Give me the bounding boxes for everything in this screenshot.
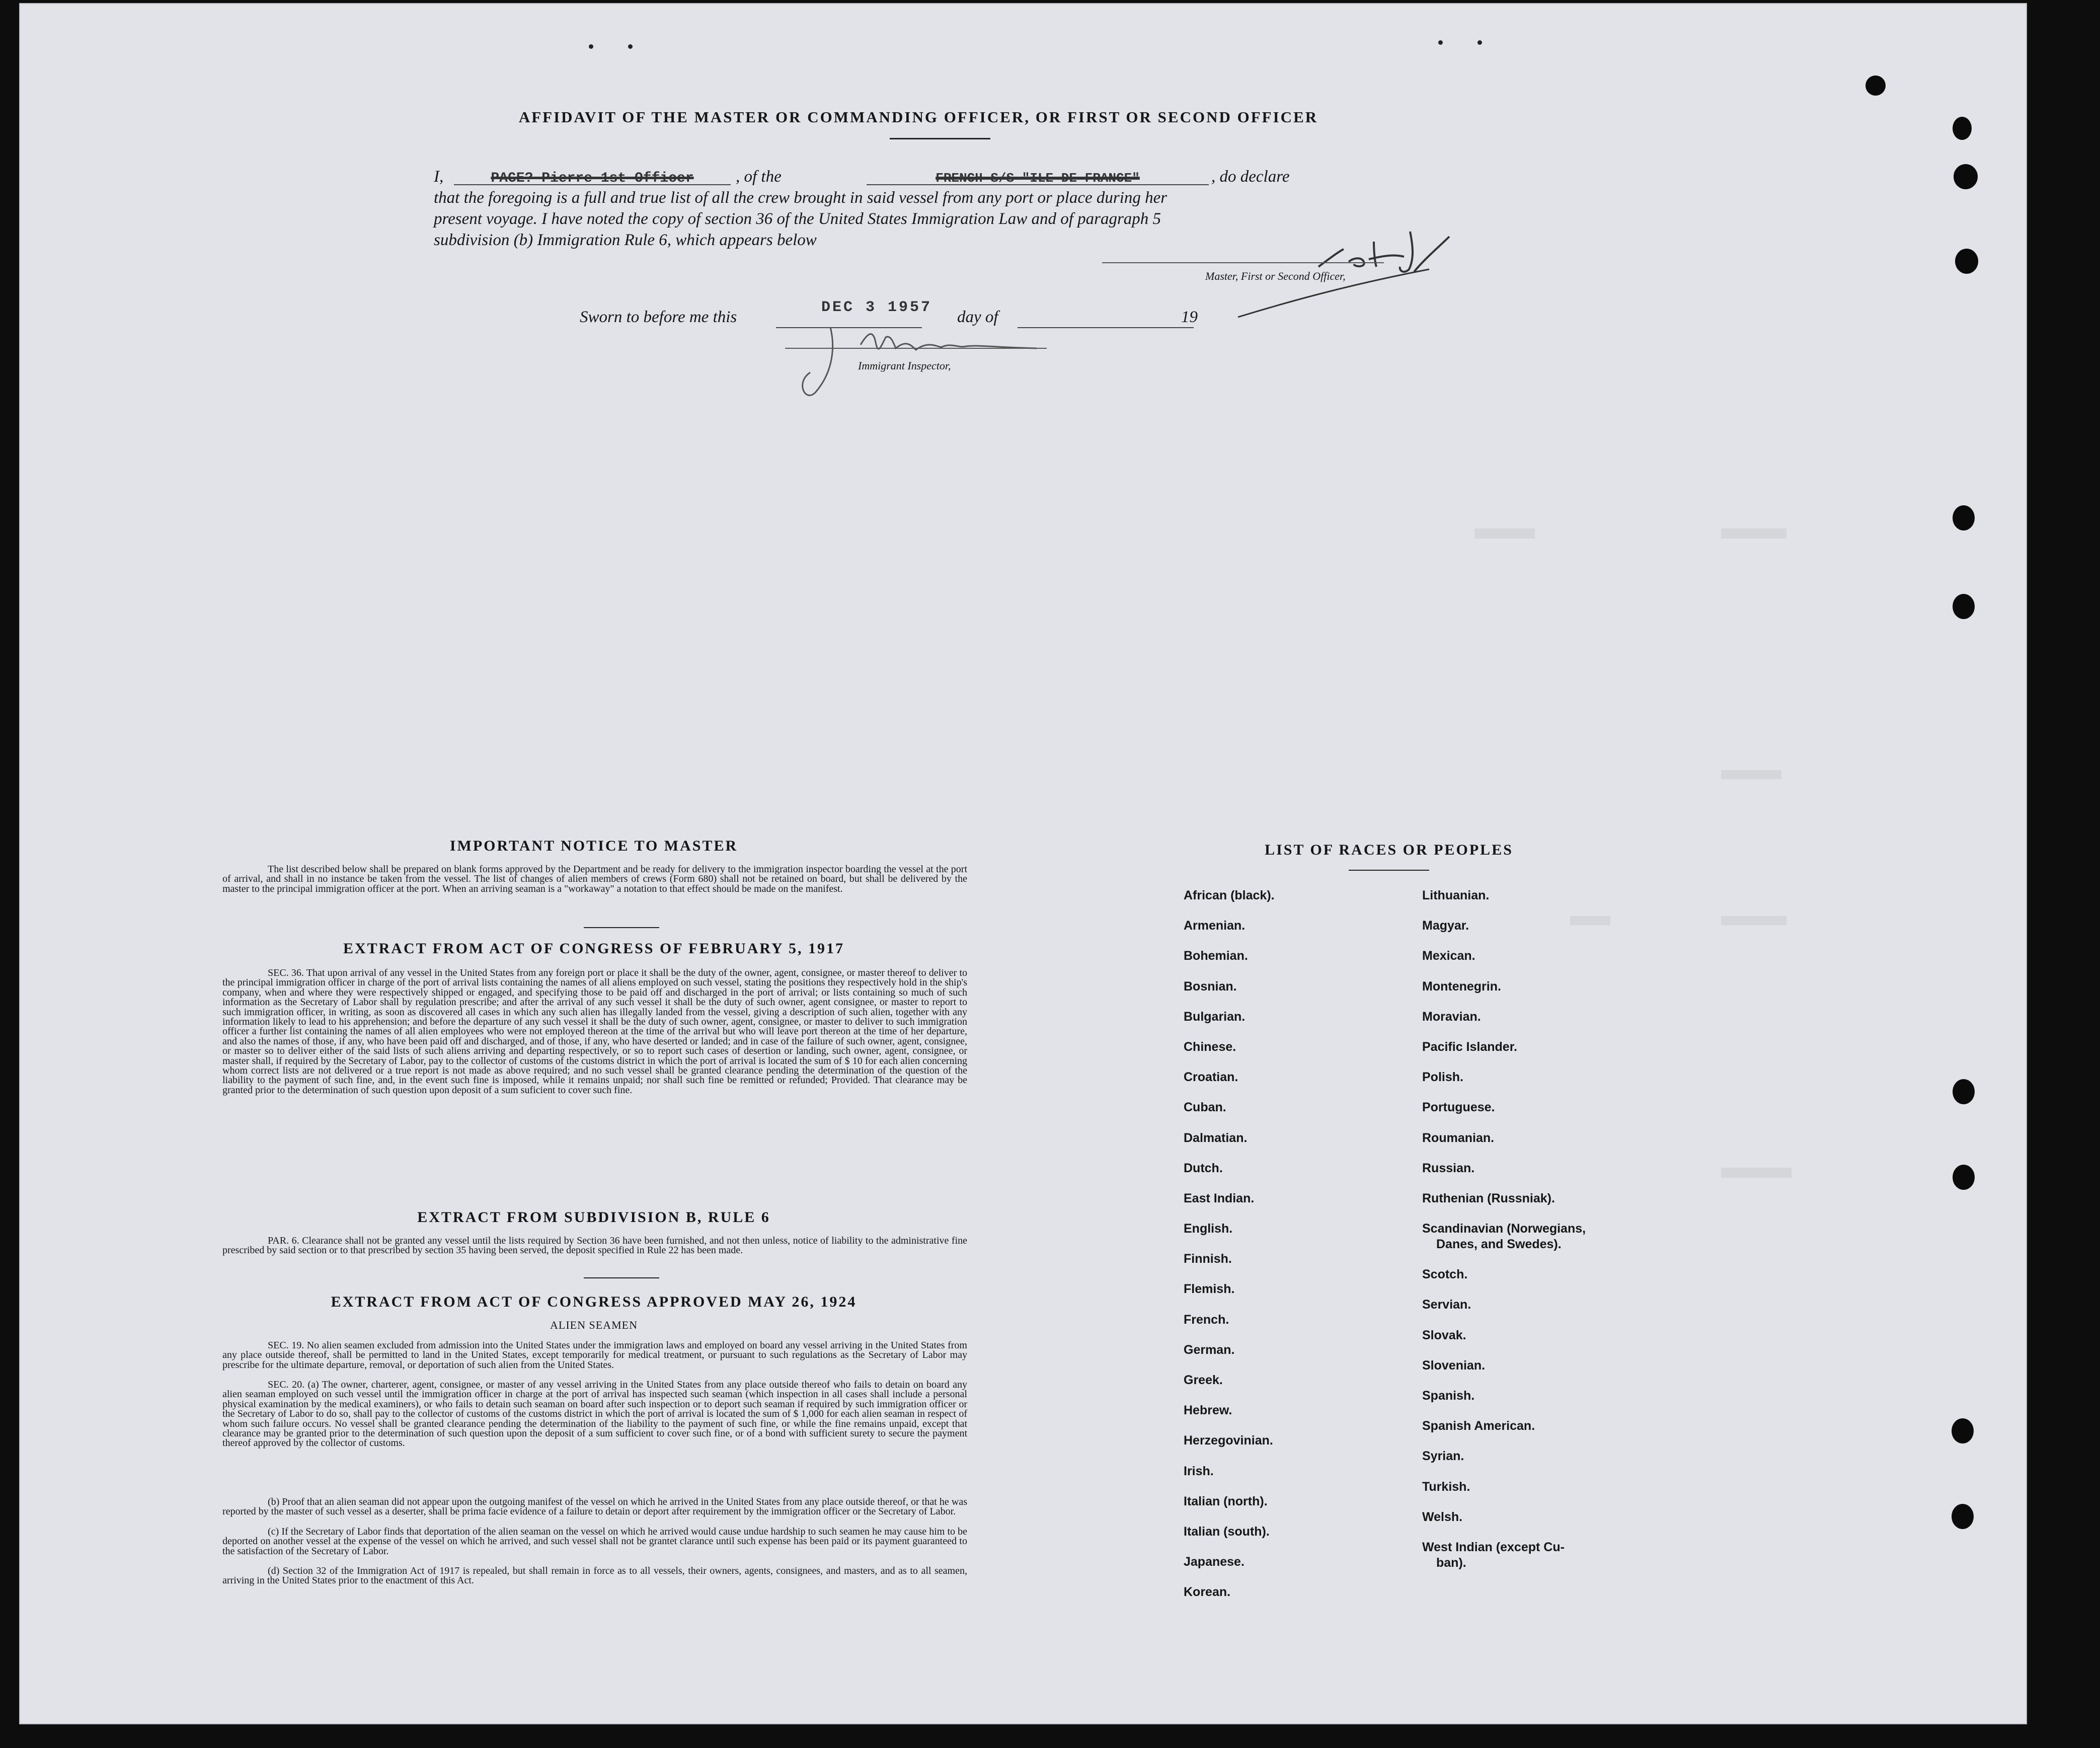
day-of-label: day of [957, 308, 998, 326]
race-item: Servian. [1422, 1298, 1471, 1312]
race-item: Pacific Islander. [1422, 1039, 1517, 1054]
extract-1917-body: SEC. 36. That upon arrival of any vessel in the United States from any foreign port or place it shall be the duty of the owner, agent, consignee, or master thereof to deliver to the principal immigration officer in charge of the port of arrival lists containing the names of all aliens employed on such vessel, stating the positions they respectively hold in the ship's company, when and where they were respectively shipped or engaged, and specifying those to be paid off and discharged in the port of arrival; or lists containing so much of such information as the Secretary of Labor shall by regulation prescribe; and after the arrival of any such vessel it shall be the duty of such owner, agent consignee, or master to report to such immigration officer, in writing, as soon as discovered all cases in which any such alien has illegally landed from the vessel, giving a description of such alien, together with any information likely to lead to his apprehension; and before the departure of any such vessel it shall be the duty of such owner, agent, consignee, or master to deliver to such immigration officer a further list containing the names of all alien employees who were not employed thereon at the time of the arrival but who will leave port thereon at the time of her departure, and also the names of those, if any, who have been paid off and discharged, and of those, if any, who have deserted or landed; and in case of the failure of such owner, agent, consignee, or master so to deliver either of the said lists of such aliens arriving and departing respectively, or so to report such cases of desertion or landing, such owner, agent, consignee, or master shall, if required by the Secretary of Labor, pay to the collector of customs of the customs district in which the port of arrival is located the sum of $ 10 for each alien concerning whom correct lists are not delivered or a true report is not made as above required; and no such vessel shall be granted clearance pending the determination of the question of the liability to the payment of such fine, and, in the event such fine is imposed, while it remains unpaid; nor shall such fine be remitted or refunded; Provided. That clearance may be granted prior to the determination of such question upon deposit of a sum suficient to cover such fine. [222, 967, 967, 1096]
race-item: Bohemian. [1184, 949, 1248, 963]
section-rule [584, 1277, 659, 1278]
race-item: Armenian. [1184, 919, 1246, 933]
race-item: Scotch. [1422, 1267, 1468, 1282]
race-item: Turkish. [1422, 1479, 1470, 1494]
punch-hole [1953, 117, 1972, 140]
race-item: Slovak. [1422, 1328, 1466, 1342]
race-item: Magyar. [1422, 919, 1469, 933]
inspector-signature [785, 317, 1057, 398]
speck [589, 44, 593, 49]
race-item: Spanish American. [1422, 1419, 1535, 1433]
race-item: Irish. [1184, 1464, 1214, 1478]
punch-hole [1953, 505, 1975, 530]
race-item: Finnish. [1184, 1252, 1232, 1266]
race-item: ban). [1436, 1555, 1466, 1570]
race-item: Scandinavian (Norwegians, [1422, 1222, 1586, 1236]
extract-1924-title: EXTRACT FROM ACT OF CONGRESS APPROVED MAY 26, 1924 [331, 1294, 857, 1310]
title-rule [890, 138, 990, 139]
race-item: Moravian. [1422, 1009, 1481, 1024]
race-item: Japanese. [1184, 1555, 1245, 1569]
race-item: Italian (north). [1184, 1494, 1268, 1508]
races-title: LIST OF RACES OR PEOPLES [1265, 842, 1513, 858]
notice-title: IMPORTANT NOTICE TO MASTER [449, 838, 738, 854]
race-item: Montenegrin. [1422, 979, 1501, 994]
race-item: German. [1184, 1342, 1235, 1357]
race-item: Mexican. [1422, 949, 1475, 963]
races-title-rule [1349, 870, 1429, 871]
race-item: Greek. [1184, 1373, 1223, 1387]
extract-1924-sec20d: (d) Section 32 of the Immigration Act of 1917 is repealed, but shall remain in force as to all vessels, their owners, agents, consignees, and masters, and as to all seamen, arriving in the United States prior to the enactment of this Act. [222, 1565, 967, 1586]
extract-rule6-body: PAR. 6. Clearance shall not be granted any vessel until the lists required by Section 36 have been furnished, and not then unless, notice of liability to the administrative fine prescribed by said section or to that prescribed by section 35 having been served, the deposit specified in Rule 22 has been made. [222, 1235, 967, 1256]
race-item: Portuguese. [1422, 1100, 1495, 1115]
race-item: Welsh. [1422, 1509, 1463, 1524]
race-item: Herzegovinian. [1184, 1433, 1273, 1448]
sworn-label: Sworn to before me this [580, 308, 737, 326]
extract-1917-title: EXTRACT FROM ACT OF CONGRESS OF FEBRUARY 5, 1917 [343, 940, 845, 957]
extract-1924-sec19: SEC. 19. No alien seamen excluded from admission into the United States under the immigration laws and employed on board any vessel arriving in the United States from any place outside thereof, shall be permitted to land in the United States, except temporarily for medical treatment, or pursuant to such regulations as the Secretary of Labor may prescribe for the ultimate departure, removal, or deportation of such alien from the United States. [222, 1340, 967, 1371]
race-item: African (black). [1184, 888, 1275, 902]
race-item: Roumanian. [1422, 1130, 1495, 1145]
punch-hole [1865, 75, 1886, 96]
declaration-line-2: that the foregoing is a full and true list of all the crew brought in said vessel from any port or place during her [434, 189, 1168, 207]
race-item: Polish. [1422, 1070, 1463, 1085]
race-item: Dalmatian. [1184, 1130, 1248, 1145]
race-item: Danes, and Swedes). [1436, 1237, 1562, 1252]
do-declare-label: , do declare [1211, 168, 1290, 186]
race-item: English. [1184, 1222, 1233, 1236]
year-prefix: 19 [1181, 308, 1198, 326]
punch-hole [1953, 594, 1975, 619]
race-item: Cuban. [1184, 1100, 1226, 1115]
race-item: Bosnian. [1184, 979, 1237, 994]
race-item: Russian. [1422, 1161, 1475, 1175]
vessel-name-typed: FRENCH S/S "ILE DE FRANCE" [936, 171, 1140, 186]
extract-rule6-title: EXTRACT FROM SUBDIVISION B, RULE 6 [417, 1209, 770, 1226]
i-label: I, [434, 168, 444, 186]
punch-hole [1952, 1504, 1974, 1529]
extract-1924-sec20c: (c) If the Secretary of Labor finds that deportation of the alien seaman on the vessel on which he arrived would cause undue hardship to such seamen he may cause him to be deported on another vessel at the expense of the vessel on which he arrived, and such vessel shall not be grantet clarance until such expense has been paid or its payment guaranteed to the satisfaction of the Secretary of Labor. [222, 1526, 967, 1557]
punch-hole [1952, 1418, 1974, 1443]
extract-1924-subtitle: ALIEN SEAMEN [550, 1319, 638, 1331]
signature-caption: Master, First or Second Officer, [1205, 270, 1346, 282]
speck [1438, 40, 1443, 45]
race-item: Lithuanian. [1422, 888, 1490, 902]
race-item: Slovenian. [1422, 1358, 1486, 1373]
races-column-2 [1422, 888, 1644, 1571]
race-item: Chinese. [1184, 1039, 1236, 1054]
punch-hole [1955, 249, 1978, 274]
speck [1477, 40, 1482, 45]
declaration-line-3: present voyage. I have noted the copy of section 36 of the United States Immigration Law and of paragraph 5 [434, 210, 1161, 228]
extract-1924-sec20b: (b) Proof that an alien seaman did not appear upon the outgoing manifest of the vessel on which he arrived in the United States from any place outside thereof, or that he was reported by the master of such vessel as a deserter, shall be prima facie evidence of a failure to detain or deport after requirement by the immigration officer or the Secretary of Labor. [222, 1496, 967, 1517]
speck [628, 44, 633, 49]
extract-1924-sec20a: SEC. 20. (a) The owner, charterer, agent, consignee, or master of any vessel arriving in the United States from any place outside thereof who fails to detain on board any alien seaman employed on such vessel until the immigration officer in charge at the port of arrival has inspected such seaman (which inspection in all cases shall include a personal physical examination by the medical examiners), or who fails to detain such seaman on board after such inspection or to deport such seaman if required by such immigration officer or the Secretary of Labor to do so, shall pay to the collector of customs of the customs district in which the port of arrival is located the sum of $ 1,000 for each alien seaman in respect of whom such failure occurs. No vessel shall be granted clearance pending the determination of the liability to the payment of such fine, or while the fine remains unpaid, except that clearance may be granted prior to the determination of such question upon the deposit of a sum sufficient to cover such fine, or of a bond with sufficient surety to secure the payment thereof approved by the collector of customs. [222, 1379, 967, 1449]
inspector-caption: Immigrant Inspector, [858, 359, 951, 372]
punch-hole [1954, 164, 1978, 189]
race-item: Croatian. [1184, 1070, 1238, 1085]
races-column-1 [1184, 888, 1395, 1615]
race-item: Korean. [1184, 1585, 1231, 1600]
punch-hole [1953, 1165, 1975, 1190]
race-item: Ruthenian (Russniak). [1422, 1191, 1555, 1205]
race-item: West Indian (except Cu- [1422, 1540, 1565, 1554]
declaration-line-4: subdivision (b) Immigration Rule 6, which appears below [434, 231, 817, 249]
race-item: Dutch. [1184, 1161, 1223, 1175]
race-item: Bulgarian. [1184, 1009, 1246, 1024]
of-the-label: , of the [736, 168, 782, 186]
race-item: Flemish. [1184, 1282, 1235, 1297]
race-item: Hebrew. [1184, 1403, 1232, 1418]
race-item: Italian (south). [1184, 1524, 1270, 1539]
notice-body: The list described below shall be prepared on blank forms approved by the Department and be ready for delivery to the immigration inspector boarding the vessel at the port of arrival, and shall in no instance be taken from the vessel. The list of changes of alien members of crews (Form 680) shall not be retained on board, but shall be delivered by the master to the principal immigration officer at the port. When an arriving seaman is a "workaway" a notation to that effect should be made on the manifest. [222, 864, 967, 894]
punch-hole [1953, 1079, 1975, 1104]
affidavit-title: AFFIDAVIT OF THE MASTER OR COMMANDING OFFICER, OR FIRST OR SECOND OFFICER [518, 108, 1318, 126]
officer-signature [1102, 211, 1454, 322]
section-rule [584, 927, 659, 928]
race-item: Syrian. [1422, 1449, 1464, 1464]
race-item: Spanish. [1422, 1389, 1475, 1403]
officer-name-typed: PAGE? Pierre 1st Officer [491, 171, 694, 186]
date-stamp: DEC 3 1957 [821, 299, 932, 316]
race-item: French. [1184, 1312, 1229, 1327]
race-item: East Indian. [1184, 1191, 1255, 1205]
